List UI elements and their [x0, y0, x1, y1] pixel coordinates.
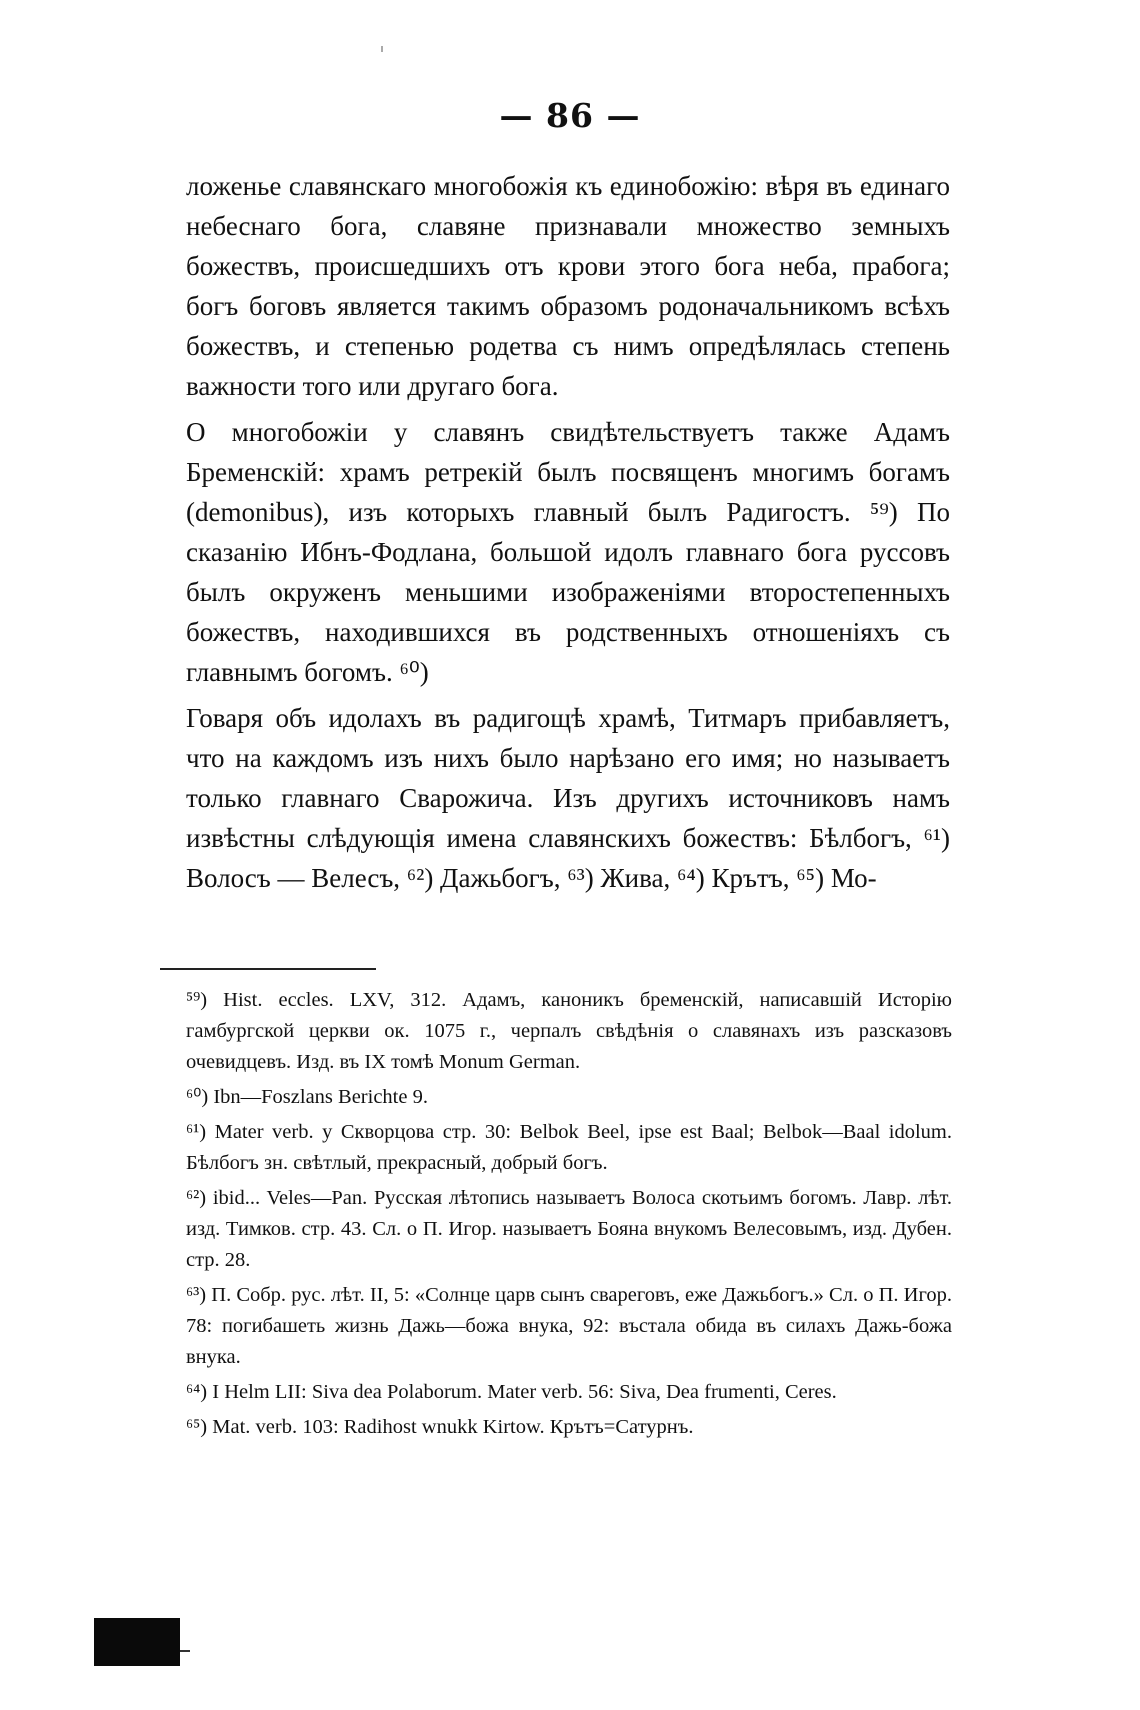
- footnotes: [186, 985, 952, 1447]
- footnote-divider: [160, 968, 376, 970]
- page-speck: [381, 46, 383, 52]
- stamp-mark: [180, 1650, 190, 1652]
- footnote-63: ⁶³) П. Собр. рус. лѣт. II, 5: «Солнце царв сынъ свареговъ, еже Дажьбогъ.» Сл. о П. Игор. 78: погибашеть жизнь Дажь—божа внука, 92: въстала обида въ силахъ Дажь-божа внука.: [186, 1284, 952, 1368]
- footnote-65: ⁶⁵) Mat. verb. 103: Radihost wnukk Kirtow. Крътъ=Сатурнъ.: [186, 1416, 694, 1438]
- paragraph-3: Говаря объ идолахъ въ радигощѣ храмѣ, Титмаръ прибавляетъ, что на каждомъ изъ нихъ было нарѣзано его имя; но называетъ только главнаго Сварожича. Изъ другихъ источниковъ намъ извѣстны слѣдующія имена славянскихъ божествъ: Бѣлбогъ, ⁶¹) Волосъ — Велесъ, ⁶²) Дажьбогъ, ⁶³) Жива, ⁶⁴) Крътъ, ⁶⁵) Мо-: [186, 703, 950, 893]
- library-stamp: [94, 1618, 180, 1666]
- main-text: [186, 166, 950, 898]
- footnote-60: ⁶⁰) Ibn—Foszlans Berichte 9.: [186, 1086, 428, 1108]
- footnote-62: ⁶²) ibid... Veles—Pan. Русская лѣтопись называетъ Волоса скотьимъ богомъ. Лавр. лѣт. изд. Тимков. стр. 43. Сл. о П. Игор. называетъ Бояна внукомъ Велесовымъ, изд. Дубен. стр. 28.: [186, 1187, 952, 1271]
- page-number: — 86 —: [499, 96, 641, 135]
- footnote-59: ⁵⁹) Hist. eccles. LXV, 312. Адамъ, каноникъ бременскій, написавшій Исторію гамбургской церкви ок. 1075 г., черпалъ свѣдѣнія о славянахъ изъ разсказовъ очевидцевъ. Изд. въ IX томѣ Monum German.: [186, 989, 952, 1073]
- paragraph-1: ложенье славянскаго многобожія къ единобожію: вѣря въ единаго небеснаго бога, славяне признавали множество земныхъ божествъ, происшедшихъ отъ крови этого бога неба, прабога; богъ боговъ является такимъ образомъ родоначальникомъ всѣхъ божествъ, и степенью родетва съ нимъ опредѣлялась степень важности того или другаго бога.: [186, 171, 950, 401]
- footnote-64: ⁶⁴) I Helm LII: Siva dea Polaborum. Mater verb. 56: Siva, Dea frumenti, Ceres.: [186, 1381, 837, 1403]
- paragraph-2: О многобожіи у славянъ свидѣтельствуетъ также Адамъ Бременскій: храмъ ретрекій былъ посвященъ многимъ богамъ (demonibus), изъ которыхъ главный былъ Радигостъ. ⁵⁹) По сказанію Ибнъ-Фодлана, большой идолъ главнаго бога руссовъ былъ окруженъ меньшими изображеніями второстепенныхъ божествъ, находившихся въ родственныхъ отношеніяхъ съ главнымъ богомъ. ⁶⁰): [186, 417, 950, 687]
- footnote-61: ⁶¹) Mater verb. у Скворцова стр. 30: Belbok Beel, ipse est Baal; Belbok—Baal idolum. Бѣлбогъ зн. свѣтлый, прекрасный, добрый богъ.: [186, 1121, 952, 1174]
